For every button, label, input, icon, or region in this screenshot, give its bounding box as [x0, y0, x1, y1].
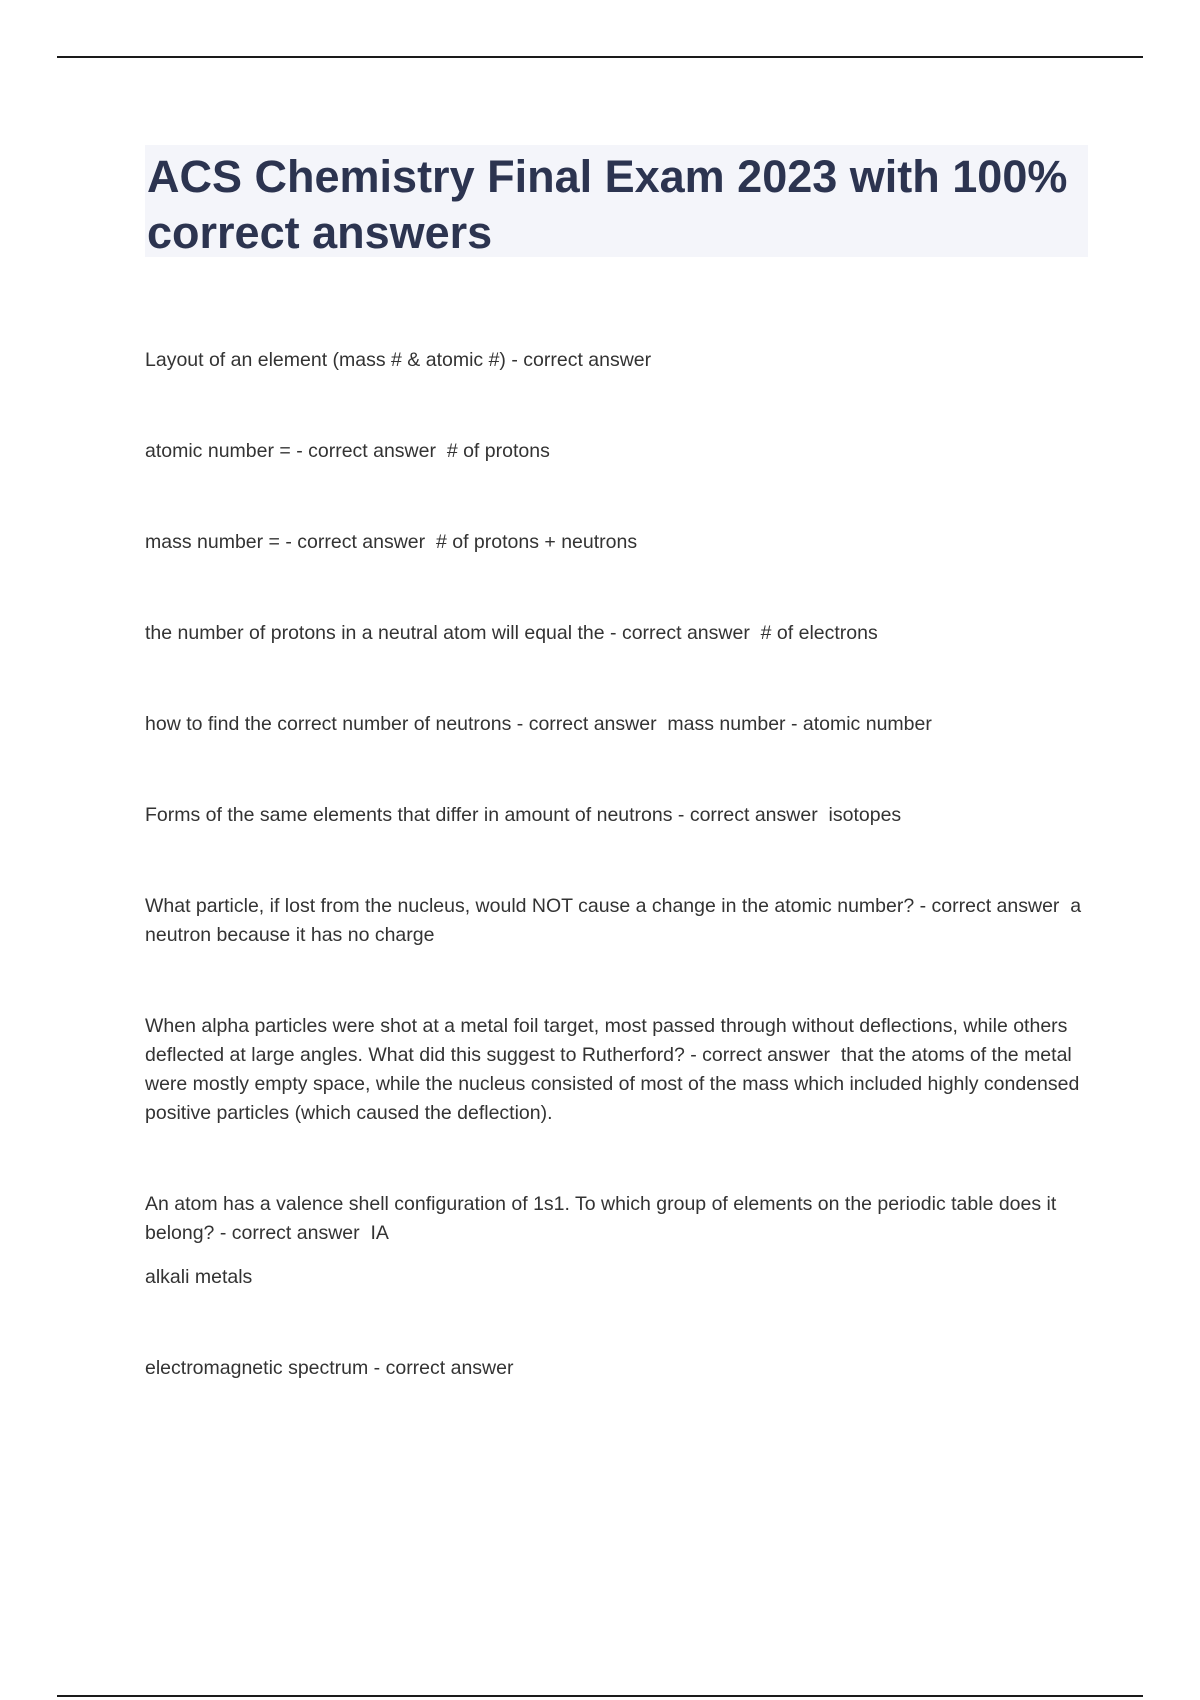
- answer-marker: correct answer: [308, 440, 436, 462]
- answer-text: mass number - atomic number: [667, 713, 932, 735]
- answer-text: that the atoms of the metal were mostly empty space, while the nucleus consisted of most of the mass which included highly condensed positive particles (which caused the deflection).: [145, 1044, 1080, 1124]
- answer-marker: correct answer: [385, 1357, 514, 1379]
- answer-text: isotopes: [828, 804, 902, 826]
- question-text: Layout of an element (mass # & atomic #) -: [145, 349, 518, 371]
- qa-item: [145, 346, 1090, 375]
- answer-marker: correct answer: [231, 1222, 360, 1244]
- question-text: mass number = -: [145, 531, 292, 553]
- bottom-rule: [57, 1695, 1143, 1697]
- answer-marker: correct answer: [528, 713, 657, 735]
- qa-item: [145, 437, 1090, 466]
- document-title: ACS Chemistry Final Exam 2023 with 100% correct answers: [147, 151, 1068, 258]
- answer-marker: correct answer: [689, 804, 818, 826]
- answer-text: IA: [370, 1222, 389, 1244]
- answer-extra-text: alkali metals: [145, 1266, 253, 1288]
- answer-marker: correct answer: [297, 531, 426, 553]
- qa-item: [145, 710, 1090, 739]
- answer-text: # of electrons: [760, 622, 878, 644]
- answer-text: a neutron because it has no charge: [145, 895, 1082, 946]
- question-text: how to find the correct number of neutrons -: [145, 713, 524, 735]
- question-text: Forms of the same elements that differ in amount of neutrons -: [145, 804, 685, 826]
- qa-item: [145, 892, 1090, 950]
- question-text: atomic number = -: [145, 440, 303, 462]
- question-text: When alpha particles were shot at a metal foil target, most passed through without deflections, while others deflected at large angles. What did this suggest to Rutherford? -: [145, 1015, 1068, 1066]
- question-text: An atom has a valence shell configuration of 1s1. To which group of elements on the periodic table does it belong? -: [145, 1193, 1057, 1244]
- qa-item: [145, 1190, 1090, 1292]
- answer-text: # of protons: [446, 440, 550, 462]
- qa-list: [145, 346, 1090, 1445]
- answer-text: # of protons + neutrons: [435, 531, 638, 553]
- question-text: electromagnetic spectrum -: [145, 1357, 381, 1379]
- answer-marker: correct answer: [702, 1044, 831, 1066]
- qa-item: [145, 1012, 1090, 1128]
- qa-item: [145, 528, 1090, 557]
- answer-marker: correct answer: [523, 349, 652, 371]
- question-text: the number of protons in a neutral atom will equal the -: [145, 622, 617, 644]
- answer-marker: correct answer: [931, 895, 1060, 917]
- answer-marker: correct answer: [621, 622, 750, 644]
- top-rule: [57, 56, 1143, 58]
- qa-item: [145, 619, 1090, 648]
- title-block: [145, 145, 1088, 257]
- question-text: What particle, if lost from the nucleus, would NOT cause a change in the atomic number? -: [145, 895, 927, 917]
- qa-item: [145, 1354, 1090, 1383]
- qa-item: [145, 801, 1090, 830]
